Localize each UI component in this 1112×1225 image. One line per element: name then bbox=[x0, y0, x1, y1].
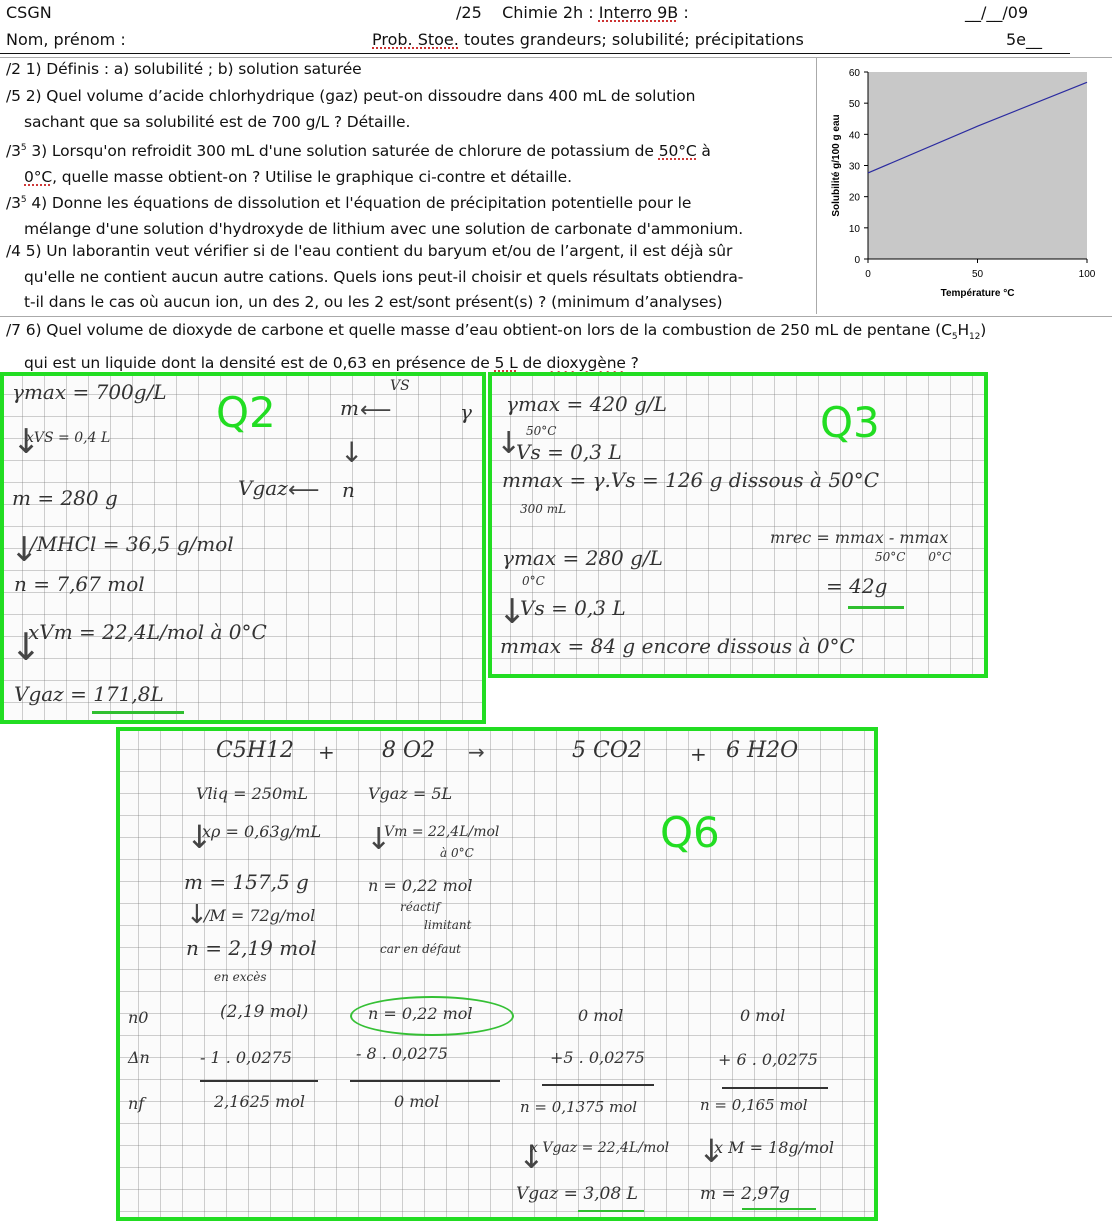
q3-line3: mmax = γ.Vs = 126 g dissous à 50°C bbox=[502, 468, 880, 492]
q6-c2-line5: limitant bbox=[424, 918, 472, 932]
q6-c1-arrow-2: ↓ bbox=[186, 900, 208, 930]
q4-text-cont: mélange d'une solution d'hydroxyde de lithium avec une solution de carbonate d'ammonium. bbox=[24, 219, 744, 238]
q3-temp2: 0°C bbox=[24, 167, 53, 186]
q6-mass-result: 2,97g bbox=[741, 1184, 790, 1204]
topic-prob: Prob. Stoe. bbox=[372, 30, 459, 49]
q6-points: /7 bbox=[6, 321, 21, 339]
q6-cont-u2: dioxygène bbox=[546, 353, 626, 372]
q2-diagram-arrow-down: ↓ bbox=[340, 436, 364, 469]
q6-c4-line1: x M = 18g/mol bbox=[714, 1138, 834, 1157]
q6-c2-line6: car en défaut bbox=[380, 942, 461, 956]
q6-nf-c1: 2,1625 mol bbox=[214, 1092, 305, 1111]
q3-points-sup: 5 bbox=[20, 143, 27, 153]
q2-diagram-arrow-left-1: ⟵ bbox=[360, 398, 392, 423]
solubility-chart-frame bbox=[816, 58, 1112, 314]
test-name: Interro 9B bbox=[598, 3, 679, 22]
q6-n0-c1: (2,19 mol) bbox=[220, 1002, 309, 1022]
q2-line3: m = 280 g bbox=[12, 486, 118, 510]
q3-answer-box bbox=[488, 372, 988, 678]
q6-text-c: ) bbox=[980, 321, 987, 339]
q6-vgaz-underline bbox=[578, 1210, 644, 1212]
q6-sum-line-2 bbox=[350, 1080, 500, 1082]
q6-c3-arrow: ↓ bbox=[518, 1138, 545, 1176]
q6-nf-c2: 0 mol bbox=[394, 1092, 440, 1111]
y-tick-label: 0 bbox=[854, 255, 860, 266]
q2-diagram-m: m bbox=[340, 396, 359, 420]
q6-label: Q6 bbox=[660, 808, 720, 857]
date-field: __/__/09 bbox=[965, 3, 1029, 22]
header-divider bbox=[0, 53, 1070, 54]
q6-c4-line2 bbox=[700, 1184, 790, 1204]
q6-c1-line6: en excès bbox=[214, 970, 267, 984]
q3-line4: γmax = 280 g/L bbox=[502, 546, 663, 570]
q3-line6: mmax = 84 g encore dissous à 0°C bbox=[500, 634, 855, 658]
q6-n0-c2: n = 0,22 mol bbox=[368, 1004, 473, 1023]
x-tick-label: 50 bbox=[971, 269, 984, 280]
q2-diagram-arrow-left-2: ⟵ bbox=[288, 478, 320, 503]
q2-label: Q2 bbox=[216, 388, 276, 437]
q2-result: 171,8L bbox=[93, 682, 164, 706]
q3-arrow-down-2: ↓ bbox=[498, 592, 527, 632]
q2-result-underline bbox=[92, 711, 184, 714]
q6-row-dn-label: Δn bbox=[128, 1048, 150, 1067]
q2-diagram-vgaz: Vgaz bbox=[238, 476, 288, 500]
q2-arrow-down-2: ↓ bbox=[10, 530, 39, 570]
q6-row-n0-label: n0 bbox=[128, 1008, 149, 1027]
y-tick-label: 30 bbox=[848, 161, 860, 173]
q6-eq-plus-2: + bbox=[690, 742, 707, 766]
q6-sub1: 5 bbox=[951, 332, 958, 343]
q2-arrow-down-1: ↓ bbox=[12, 422, 41, 462]
y-tick-label: 10 bbox=[848, 223, 860, 235]
y-tick-label: 20 bbox=[848, 192, 860, 204]
question-5 bbox=[6, 239, 743, 316]
q2-text: 2) Quel volume d’acide chlorhydrique (gaz) peut-on dissoudre dans 400 mL de solution bbox=[20, 87, 696, 105]
school-name: CSGN bbox=[6, 3, 52, 22]
q6-eq-arrow: → bbox=[468, 740, 485, 764]
course-label: Chimie 2h : bbox=[502, 3, 599, 22]
q3-eq: = bbox=[826, 574, 850, 598]
q5-text-cont: qu'elle ne contient aucun autre cations. Quels ions peut-il choisir et quels résultats obtiendra- bbox=[24, 267, 744, 286]
name-label: Nom, prénom : bbox=[6, 30, 126, 49]
q6-c1-line4: /M = 72g/mol bbox=[204, 906, 316, 925]
q6-dn-c3: +5 . 0,0275 bbox=[550, 1048, 645, 1067]
q6-eq-pentane: C5H12 bbox=[216, 738, 295, 763]
q3-text: 3) Lorsqu'on refroidit 300 mL d'une solution saturée de chlorure de potassium de bbox=[26, 142, 659, 161]
q6-text: 6) Quel volume de dioxyde de carbone et quelle masse d’eau obtient-on lors de la combustion de 250 mL de pentane (C bbox=[20, 321, 952, 339]
q6-vgaz-label: Vgaz = bbox=[516, 1184, 584, 1204]
q3-right1-sub: 50°C 0°C bbox=[875, 550, 952, 564]
q3-result: 42g bbox=[849, 574, 888, 598]
q2-line1: γmax = 700g/L bbox=[12, 380, 167, 404]
question-2 bbox=[6, 84, 695, 135]
q3-text-cont: , quelle masse obtient-on ? Utilise le graphique ci-contre et détaille. bbox=[52, 167, 572, 186]
question-3 bbox=[6, 136, 711, 190]
q6-c1-line3: m = 157,5 g bbox=[184, 870, 309, 894]
q6-text-b: H bbox=[957, 321, 970, 339]
q6-sum-line-1 bbox=[200, 1080, 318, 1082]
q6-eq-oxygen: 8 O2 bbox=[382, 738, 436, 763]
q6-c1-line5: n = 2,19 mol bbox=[186, 936, 317, 960]
q2-arrow-down-3: ↓ bbox=[10, 625, 42, 669]
q6-vgaz-result: 3,08 L bbox=[583, 1184, 638, 1204]
q6-cont-c: ? bbox=[625, 353, 639, 372]
q2-points: /5 bbox=[6, 87, 21, 105]
y-tick-label: 50 bbox=[848, 99, 860, 111]
q6-c2-line4: réactif bbox=[400, 900, 440, 914]
q5-text: 5) Un laborantin veut vérifier si de l'eau contient du baryum et/ou de l’argent, il est déjà sûr bbox=[20, 242, 733, 260]
q6-nf-c3: n = 0,1375 mol bbox=[520, 1098, 638, 1116]
question-4 bbox=[6, 188, 743, 242]
q3-label: Q3 bbox=[820, 398, 880, 447]
q6-c2-line1: Vgaz = 5L bbox=[368, 784, 453, 803]
q6-c1-arrow-1: ↓ bbox=[186, 818, 213, 856]
question-1 bbox=[6, 57, 362, 83]
x-tick-label: 100 bbox=[1078, 269, 1096, 280]
q5-points: /4 bbox=[6, 242, 21, 260]
q5-text-cont2: t-il dans le cas où aucun ion, un des 2, ou les 2 est/sont présent(s) ? (minimum d’analyses) bbox=[24, 293, 723, 311]
q6-divider bbox=[0, 316, 1112, 317]
q2-vgaz-label: Vgaz = bbox=[14, 682, 94, 706]
q6-c2-arrow: ↓ bbox=[366, 822, 392, 857]
q3-right1: mrec = mmax - mmax bbox=[770, 528, 949, 547]
q3-result-underline bbox=[848, 606, 904, 609]
q6-c3-line1: x Vgaz = 22,4L/mol bbox=[530, 1140, 670, 1156]
q3-right2 bbox=[826, 574, 887, 598]
q4-points-sup: 5 bbox=[20, 195, 27, 205]
y-tick-label: 40 bbox=[848, 130, 860, 142]
test-suffix: : bbox=[678, 3, 689, 22]
q3-text-b: à bbox=[696, 142, 711, 161]
q6-cont-b: de bbox=[517, 353, 547, 372]
test-title bbox=[456, 3, 689, 22]
q6-sum-line-3 bbox=[542, 1084, 654, 1086]
x-tick-label: 0 bbox=[865, 269, 871, 280]
q6-c2-line2: Vm = 22,4L/mol bbox=[384, 824, 500, 840]
q6-mass-underline bbox=[742, 1208, 816, 1210]
q6-cont-a: qui est un liquide dont la densité est de 0,63 en présence de bbox=[24, 353, 495, 372]
q6-eq-plus-1: + bbox=[318, 740, 335, 764]
q6-n0-c3: 0 mol bbox=[578, 1006, 624, 1025]
q6-c1-line1: Vliq = 250mL bbox=[196, 784, 308, 803]
q6-nf-c4: n = 0,165 mol bbox=[700, 1096, 808, 1114]
q6-sum-line-4 bbox=[722, 1087, 828, 1089]
q1-points: /2 bbox=[6, 60, 21, 78]
q2-diagram-gamma: γ bbox=[460, 400, 472, 424]
q6-c4-arrow: ↓ bbox=[698, 1132, 725, 1170]
class-field: 5e__ bbox=[1006, 30, 1043, 49]
q2-text-cont: sachant que sa solubilité est de 700 g/L ? Détaille. bbox=[24, 112, 411, 131]
plot-area bbox=[868, 72, 1087, 259]
q6-mass-label: m = bbox=[700, 1184, 742, 1204]
q3-temp1: 50°C bbox=[658, 142, 697, 161]
q3-line4-sub: 0°C bbox=[522, 574, 545, 588]
q3-points: /3 bbox=[6, 142, 21, 161]
q2-line5: n = 7,67 mol bbox=[14, 572, 145, 596]
q6-dn-c1: - 1 . 0,0275 bbox=[200, 1048, 292, 1067]
topic-rest: toutes grandeurs; solubilité; précipitations bbox=[458, 30, 804, 49]
q2-line6: xVm = 22,4L/mol à 0°C bbox=[28, 620, 267, 644]
q3-line5: Vs = 0,3 L bbox=[520, 596, 626, 620]
q3-line1-sub: 50°C bbox=[526, 424, 557, 438]
q6-c3-line2 bbox=[516, 1184, 638, 1204]
q3-arrow-down-1: ↓ bbox=[496, 426, 522, 461]
q2-line2: xVS = 0,4 L bbox=[26, 430, 111, 446]
total-points: /25 bbox=[456, 3, 482, 22]
q1-text: 1) Définis : a) solubilité ; b) solution saturée bbox=[20, 60, 362, 78]
q3-line2: Vs = 0,3 L bbox=[516, 440, 622, 464]
q6-c1-line2: xρ = 0,63g/mL bbox=[202, 822, 322, 841]
q6-n0-c4: 0 mol bbox=[740, 1006, 786, 1025]
q4-points: /3 bbox=[6, 194, 21, 213]
q3-line1: γmax = 420 g/L bbox=[506, 392, 667, 416]
q2-line7 bbox=[14, 682, 164, 706]
q6-c2-line3: n = 0,22 mol bbox=[368, 876, 473, 895]
q6-eq-water: 6 H2O bbox=[726, 738, 799, 763]
solubility-chart bbox=[817, 58, 1112, 314]
q2-diagram-n: n bbox=[342, 478, 355, 502]
q6-cont-u1: 5 L bbox=[494, 353, 518, 372]
q6-dn-c2: - 8 . 0,0275 bbox=[356, 1044, 448, 1063]
y-axis-label: Solubilité g/100 g eau bbox=[831, 114, 842, 217]
y-tick-label: 60 bbox=[848, 68, 860, 79]
question-6 bbox=[6, 318, 986, 376]
q2-diagram-vs: VS bbox=[390, 378, 410, 394]
x-axis-label: Température °C bbox=[940, 288, 1015, 299]
topic-line bbox=[372, 30, 804, 49]
q6-sub2: 12 bbox=[969, 332, 981, 343]
q4-text: 4) Donne les équations de dissolution et l'équation de précipitation potentielle pour le bbox=[26, 194, 692, 213]
q3-line3-sub: 300 mL bbox=[520, 502, 567, 516]
q6-dn-c4: + 6 . 0,0275 bbox=[718, 1050, 818, 1069]
q6-row-nf-label: nf bbox=[128, 1094, 145, 1113]
q2-line4: /MHCl = 36,5 g/mol bbox=[30, 532, 234, 556]
q6-eq-co2: 5 CO2 bbox=[572, 738, 642, 763]
q6-c2-line2b: à 0°C bbox=[440, 846, 474, 860]
